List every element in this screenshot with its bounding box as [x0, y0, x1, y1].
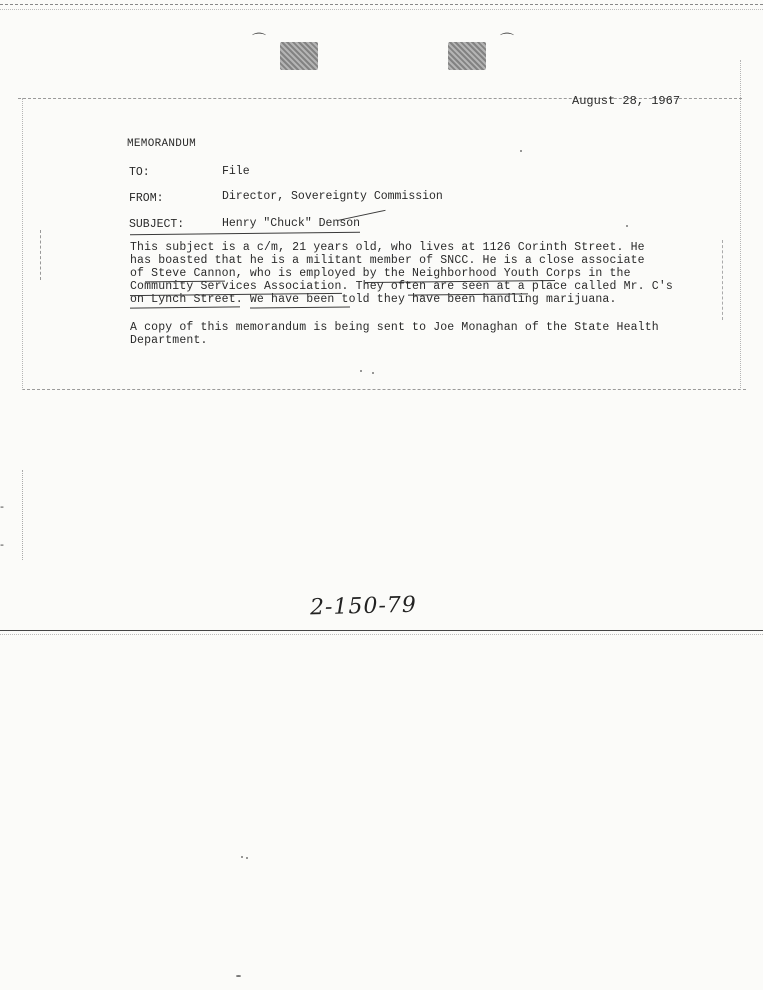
memo-box-bottom-border: [22, 389, 746, 390]
left-edge-tick-2: -: [0, 538, 4, 551]
binder-hole-left: [280, 42, 318, 70]
subject-underline: [130, 232, 360, 235]
scan-speck: [520, 150, 522, 152]
left-edge-mark: [22, 470, 23, 560]
scan-speck: [372, 372, 374, 374]
top-scan-edge-2: [0, 9, 763, 10]
paragraph2-line-2: Department.: [130, 334, 208, 347]
paragraph1-line-2: has boasted that he is a militant member of SNCC. He is a close associate: [130, 254, 645, 267]
scan-speck: [236, 975, 241, 977]
to-value: File: [222, 165, 250, 178]
left-edge-tick-1: -: [0, 500, 4, 513]
left-margin-mark: [40, 230, 41, 280]
from-label: FROM:: [129, 192, 164, 205]
scan-speck: [360, 370, 362, 372]
from-value: Director, Sovereignty Commission: [222, 190, 443, 203]
lower-scan-rule-2: [0, 634, 763, 635]
underline-have-been-told: [250, 306, 350, 308]
handwritten-file-number: 2-150-79: [309, 592, 418, 621]
memo-box-left-border: [22, 98, 23, 390]
memo-heading: MEMORANDUM: [127, 138, 197, 150]
binder-clip-right-icon: ⌒: [500, 33, 514, 49]
lower-scan-rule: [0, 630, 763, 631]
paragraph1-line-5: on Lynch Street. We have been told they have been handling marijuana.: [130, 293, 617, 306]
paragraph1-line-1: This subject is a c/m, 21 years old, who lives at 1126 Corinth Street. He: [130, 241, 645, 254]
binder-hole-right: [448, 42, 486, 70]
subject-label: SUBJECT:: [129, 218, 185, 231]
right-margin-mark: [722, 240, 723, 320]
paragraph2-line-1: A copy of this memorandum is being sent to Joe Monaghan of the State Health: [130, 321, 659, 334]
underline-lynch-street: [130, 306, 240, 308]
paragraph1-line-3: of Steve Cannon, who is employed by the Neighborhood Youth Corps in the: [130, 267, 631, 280]
memo-date: August 28, 1967: [572, 94, 681, 108]
subject-name-stroke: [336, 210, 385, 221]
scan-speck: [626, 225, 628, 227]
paragraph1-line-4: Community Services Association. They often are seen at a place called Mr. C's: [130, 280, 673, 293]
memo-box-right-border: [740, 60, 741, 390]
top-scan-edge: [0, 4, 763, 5]
scan-speck: [246, 857, 248, 859]
to-label: TO:: [129, 166, 150, 179]
subject-value: Henry "Chuck" Denson: [222, 217, 361, 230]
scan-speck: [241, 856, 243, 858]
binder-clip-left-icon: ⌒: [252, 33, 266, 49]
